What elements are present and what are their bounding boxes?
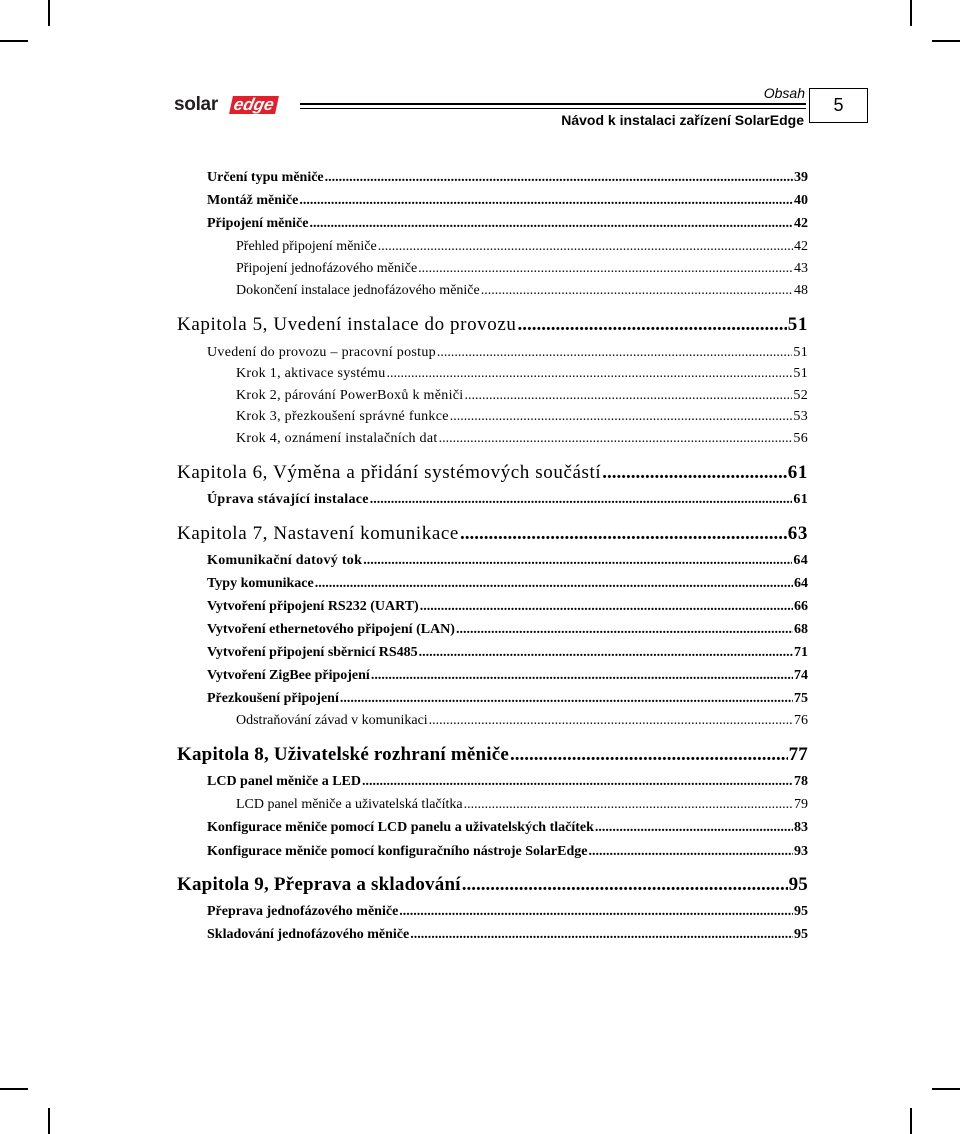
toc-label: Kapitola 7, Nastavení komunikace <box>177 523 459 544</box>
toc-label: Konfigurace měniče pomocí konfiguračního nástroje SolarEdge <box>207 844 588 859</box>
toc-entry[interactable] <box>236 239 808 255</box>
toc-label: Kapitola 8, Uživatelské rozhraní měniče <box>177 744 509 765</box>
toc-page: 66 <box>794 599 808 614</box>
toc-label: Montáž měniče <box>207 193 299 208</box>
document-title: Návod k instalaci zařízení SolarEdge <box>561 112 804 128</box>
toc-leader <box>518 314 787 336</box>
toc-leader <box>602 462 787 484</box>
toc-entry[interactable] <box>236 366 808 382</box>
toc-label: Skladování jednofázového měniče <box>207 927 410 942</box>
toc-page: 42 <box>794 239 808 254</box>
toc-entry[interactable] <box>207 492 808 508</box>
toc-leader <box>419 645 793 661</box>
toc-entry[interactable] <box>207 927 808 943</box>
toc-entry[interactable] <box>207 691 808 707</box>
toc-entry[interactable] <box>207 774 808 790</box>
toc-leader <box>420 599 793 615</box>
logo-solar-text: solar <box>174 94 218 115</box>
toc-label: Přeprava jednofázového měniče <box>207 904 399 919</box>
toc-entry[interactable] <box>236 283 808 299</box>
toc-leader <box>363 553 792 569</box>
toc-page: 83 <box>794 820 808 835</box>
toc-page: 64 <box>794 576 808 591</box>
toc-leader <box>437 345 792 361</box>
toc-label: Krok 4, oznámení instalačních dat <box>236 431 438 446</box>
toc-label: Vytvoření připojení RS232 (UART) <box>207 599 419 614</box>
toc-entry[interactable] <box>236 388 808 404</box>
toc-leader <box>410 927 793 943</box>
crop-mark <box>932 1088 960 1090</box>
toc-label: Přehled připojení měniče <box>236 239 377 254</box>
toc-entry[interactable] <box>207 668 808 684</box>
crop-mark <box>910 1108 912 1134</box>
toc-page: 61 <box>793 492 808 507</box>
toc-page: 64 <box>793 553 808 568</box>
toc-entry[interactable] <box>207 622 808 638</box>
crop-mark <box>48 0 50 26</box>
toc-page: 51 <box>793 366 808 381</box>
toc-leader <box>387 366 793 382</box>
toc-label: Určení typu měniče <box>207 170 324 185</box>
toc-page: 61 <box>787 462 808 483</box>
toc-entry[interactable] <box>236 409 808 425</box>
toc-leader <box>462 874 788 896</box>
crop-mark <box>0 1088 28 1090</box>
toc-leader <box>439 431 793 447</box>
toc-label: Dokončení instalace jednofázového měniče <box>236 283 480 298</box>
toc-leader <box>315 576 793 592</box>
crop-mark <box>48 1108 50 1134</box>
crop-mark <box>910 0 912 26</box>
toc-entry[interactable] <box>207 553 808 569</box>
toc-label: Vytvoření připojení sběrnicí RS485 <box>207 645 418 660</box>
toc-leader <box>378 239 793 255</box>
toc-page: 63 <box>787 523 808 544</box>
toc-chapter[interactable] <box>177 462 808 484</box>
toc-page: 93 <box>794 844 808 859</box>
toc-leader <box>325 170 793 186</box>
toc-page: 48 <box>794 283 808 298</box>
toc-leader <box>370 492 793 508</box>
toc-page: 75 <box>794 691 808 706</box>
toc-entry[interactable] <box>236 797 808 813</box>
toc-label: Krok 3, přezkoušení správné funkce <box>236 409 449 424</box>
toc-label: Přezkoušení připojení <box>207 691 339 706</box>
crop-mark <box>932 40 960 42</box>
toc-entry[interactable] <box>207 820 808 836</box>
toc-label: Krok 2, párování PowerBoxů k měniči <box>236 388 464 403</box>
toc-leader <box>460 523 787 545</box>
toc-page: 77 <box>788 744 808 765</box>
toc-page: 95 <box>794 927 808 942</box>
toc-page: 43 <box>794 261 808 276</box>
toc-label: LCD panel měniče a uživatelská tlačítka <box>236 797 463 812</box>
toc-leader <box>456 622 793 638</box>
toc-entry[interactable] <box>207 170 808 186</box>
toc-page: 76 <box>794 713 808 728</box>
toc-page: 56 <box>793 431 808 446</box>
toc-page: 51 <box>793 345 808 360</box>
toc-leader <box>340 691 793 707</box>
toc-label: Kapitola 9, Přeprava a skladování <box>177 874 461 895</box>
toc-leader <box>464 388 792 404</box>
toc-leader <box>464 797 793 813</box>
toc-leader <box>299 193 793 209</box>
toc-page: 68 <box>794 622 808 637</box>
page-number: 5 <box>809 88 868 123</box>
toc-label: Připojení jednofázového měniče <box>236 261 418 276</box>
section-name: Obsah <box>763 85 805 101</box>
toc-chapter[interactable] <box>177 874 808 896</box>
logo-edge-text: edge <box>229 96 279 114</box>
toc-page: 95 <box>788 874 808 895</box>
crop-mark <box>0 40 28 42</box>
toc-label: Uvedení do provozu – pracovní postup <box>207 345 436 360</box>
toc-chapter[interactable] <box>177 744 808 766</box>
toc-leader <box>429 713 793 729</box>
toc-page: 51 <box>787 314 808 335</box>
toc-label: Vytvoření ethernetového připojení (LAN) <box>207 622 455 637</box>
toc-label: Komunikační datový tok <box>207 553 363 568</box>
toc-label: LCD panel měniče a LED <box>207 774 361 789</box>
toc-label: Vytvoření ZigBee připojení <box>207 668 370 683</box>
toc-page: 42 <box>794 216 808 231</box>
toc-leader <box>309 216 793 232</box>
toc-entry[interactable] <box>207 193 808 209</box>
toc-page: 74 <box>794 668 808 683</box>
toc-chapter[interactable] <box>177 314 808 336</box>
toc-entry[interactable] <box>236 431 808 447</box>
toc-entry[interactable] <box>207 576 808 592</box>
toc-label: Konfigurace měniče pomocí LCD panelu a uživatelských tlačítek <box>207 820 594 835</box>
toc-entry[interactable] <box>207 844 808 860</box>
toc-page: 79 <box>794 797 808 812</box>
toc-chapter[interactable] <box>177 523 808 545</box>
toc-entry[interactable] <box>236 261 808 277</box>
toc-entry[interactable] <box>207 345 808 361</box>
toc-label: Odstraňování závad v komunikaci <box>236 713 428 728</box>
header-rule <box>300 108 806 109</box>
toc-label: Připojení měniče <box>207 216 309 231</box>
toc-label: Kapitola 6, Výměna a přidání systémových součástí <box>177 462 602 483</box>
toc-page: 52 <box>793 388 808 403</box>
toc-leader <box>595 820 793 836</box>
toc-page: 71 <box>794 645 808 660</box>
toc-label: Kapitola 5, Uvedení instalace do provozu <box>177 314 517 335</box>
toc-leader <box>588 844 793 860</box>
toc-leader <box>510 744 788 766</box>
toc-entry[interactable] <box>207 645 808 661</box>
toc-leader <box>481 283 793 299</box>
header-rule <box>300 103 806 105</box>
toc-page: 78 <box>794 774 808 789</box>
toc-label: Úprava stávající instalace <box>207 492 369 507</box>
toc-leader <box>450 409 793 425</box>
toc-label: Typy komunikace <box>207 576 314 591</box>
toc-label: Krok 1, aktivace systému <box>236 366 386 381</box>
toc-entry[interactable] <box>207 599 808 615</box>
toc-page: 39 <box>794 170 808 185</box>
toc-leader <box>371 668 793 684</box>
toc-leader <box>362 774 793 790</box>
toc-page: 40 <box>794 193 808 208</box>
toc-page: 95 <box>794 904 808 919</box>
toc-page: 53 <box>793 409 808 424</box>
toc-entry[interactable] <box>207 904 808 920</box>
toc-entry[interactable] <box>236 713 808 729</box>
toc-leader <box>418 261 793 277</box>
toc-leader <box>399 904 793 920</box>
toc-entry[interactable] <box>207 216 808 232</box>
